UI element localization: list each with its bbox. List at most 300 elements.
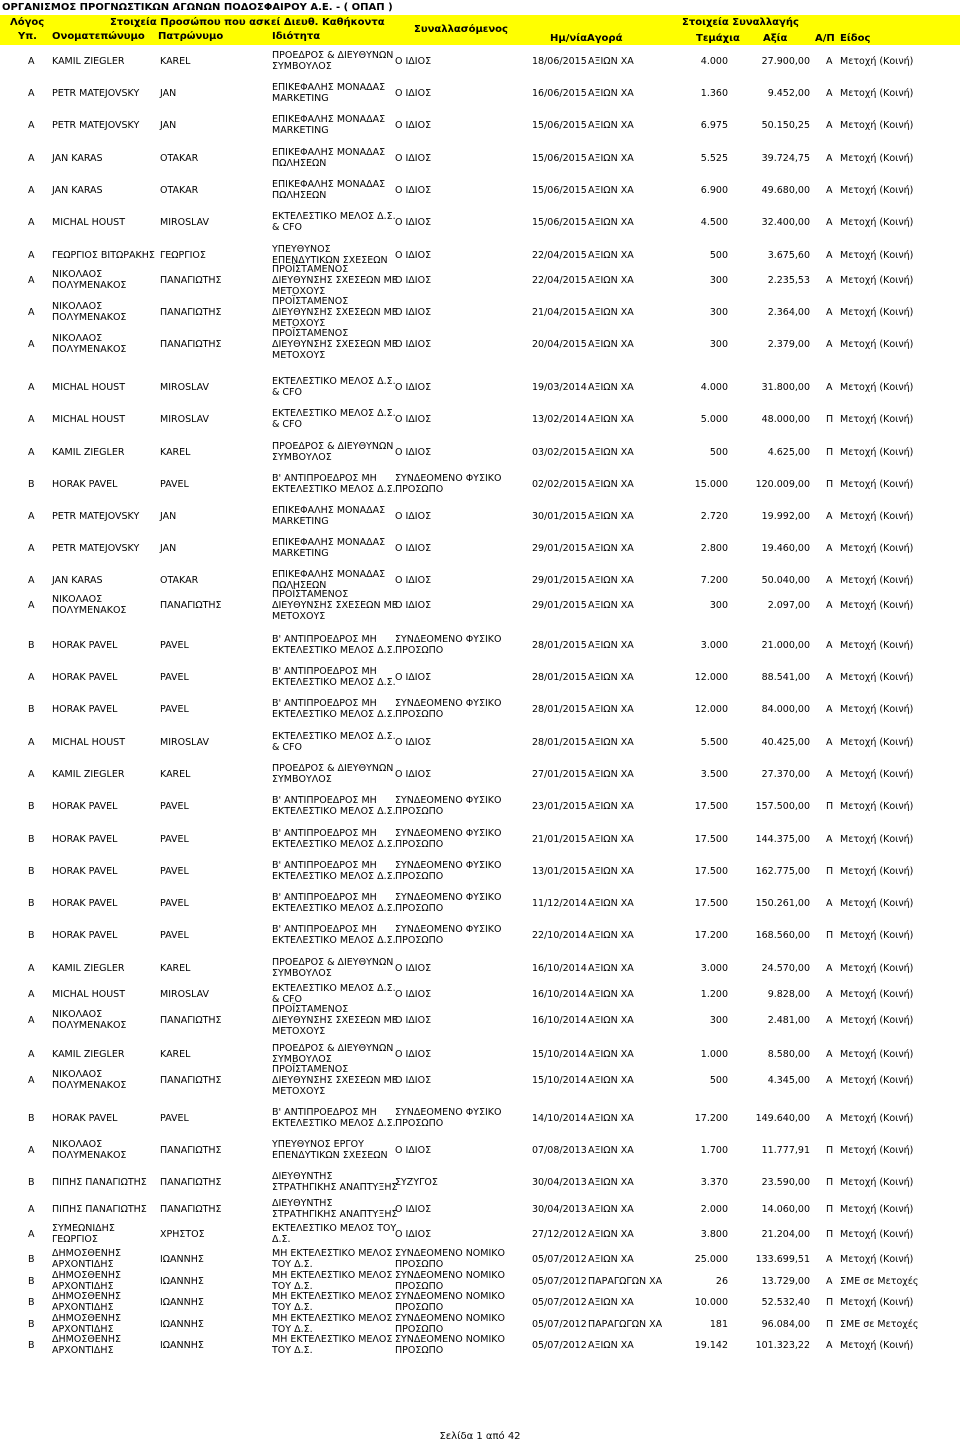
cell-market: ΠΑΡΑΓΩΓΩΝ ΧΑ [588,1318,663,1330]
cell-role: ΔΙΕΥΘΥΝΣΗΣ ΣΧΕΣΕΩΝ ΜΕ [272,274,398,286]
cell-party: ΠΡΟΣΩΠΟ [395,903,444,914]
cell-logos: B [28,1253,35,1265]
header-logos: Λόγος [10,17,45,28]
cell-role: ΕΚΤΕΛΕΣΤΙΚΟ ΜΕΛΟΣ Δ.Σ. [272,903,396,914]
cell-name: ΠΟΛΥΜΕΝΑΚΟΣ [52,605,127,616]
cell-logos: B [28,800,35,812]
header-idiotita: Ιδιότητα [272,31,321,42]
cell-value: 84.000,00 [761,703,810,715]
cell-logos: A [28,119,35,131]
cell-ap: Α [826,833,833,845]
cell-role: ΤΟΥ Δ.Σ. [272,1259,313,1270]
cell-market: ΑΞΙΩΝ ΧΑ [588,1144,634,1156]
cell-value: 149.640,00 [755,1112,810,1124]
cell-market: ΑΞΙΩΝ ΧΑ [588,55,634,67]
cell-logos: A [28,446,35,458]
cell-logos: A [28,599,35,611]
cell-name: ΝΙΚΟΛΑΟΣ [52,333,103,344]
cell-role: ΠΡΟΕΔΡΟΣ & ΔΙΕΥΘΥΝΩΝ [272,50,394,61]
cell-name: HORAK PAVEL [52,897,118,909]
cell-name: JAN KARAS [52,574,103,586]
cell-father: ΧΡΗΣΤΟΣ [160,1228,205,1240]
cell-role: Β' ΑΝΤΙΠΡΟΕΔΡΟΣ ΜΗ [272,795,377,806]
cell-party: Ο ΙΔΙΟΣ [395,274,432,286]
cell-party: Ο ΙΔΙΟΣ [395,1014,432,1026]
cell-value: 52.532,40 [761,1296,810,1308]
cell-market: ΑΞΙΩΝ ΧΑ [588,249,634,261]
cell-ap: Π [826,413,834,425]
cell-market: ΑΞΙΩΝ ΧΑ [588,306,634,318]
cell-name: ΑΡΧΟΝΤΙΔΗΣ [52,1281,114,1292]
cell-father: KAREL [160,446,191,458]
cell-date: 15/06/2015 [532,216,587,228]
cell-ap: Α [826,1275,833,1287]
cell-market: ΑΞΙΩΝ ΧΑ [588,510,634,522]
cell-kind: Μετοχή (Κοινή) [840,833,914,845]
cell-name: ΠΟΛΥΜΕΝΑΚΟΣ [52,1080,127,1091]
cell-qty: 26 [715,1275,728,1287]
cell-role: ΕΚΤΕΛΕΣΤΙΚΟ ΜΕΛΟΣ Δ.Σ. [272,709,396,720]
cell-market: ΑΞΙΩΝ ΧΑ [588,413,634,425]
cell-value: 2.481,00 [767,1014,810,1026]
cell-name: ΝΙΚΟΛΑΟΣ [52,594,103,605]
cell-logos: A [28,413,35,425]
cell-father: PAVEL [160,1112,189,1124]
cell-father: MIROSLAV [160,216,210,228]
cell-market: ΑΞΙΩΝ ΧΑ [588,1296,634,1308]
cell-role: ΕΚΤΕΛΕΣΤΙΚΟ ΜΕΛΟΣ Δ.Σ. [272,935,396,946]
cell-name: ΔΗΜΟΣΘΕΝΗΣ [52,1270,122,1281]
cell-name: ΑΡΧΟΝΤΙΔΗΣ [52,1345,114,1356]
cell-market: ΑΞΙΩΝ ΧΑ [588,768,634,780]
cell-market: ΑΞΙΩΝ ΧΑ [588,216,634,228]
cell-role: Β' ΑΝΤΙΠΡΟΕΔΡΟΣ ΜΗ [272,860,377,871]
cell-party: Ο ΙΔΙΟΣ [395,1048,432,1060]
cell-role: MARKETING [272,125,329,136]
cell-father: MIROSLAV [160,381,210,393]
cell-market: ΑΞΙΩΝ ΧΑ [588,865,634,877]
cell-date: 27/01/2015 [532,768,587,780]
cell-party: Ο ΙΔΙΟΣ [395,542,432,554]
cell-party: Ο ΙΔΙΟΣ [395,306,432,318]
cell-party: Ο ΙΔΙΟΣ [395,671,432,683]
cell-party: ΣΥΝΔΕΟΜΕΝΟ ΦΥΣΙΚΟ [395,892,502,903]
cell-market: ΑΞΙΩΝ ΧΑ [588,1176,634,1188]
cell-date: 21/01/2015 [532,833,587,845]
cell-ap: Π [826,1176,834,1188]
cell-qty: 500 [709,1074,728,1086]
cell-name: JAN KARAS [52,152,103,164]
cell-father: ΙΩΑΝΝΗΣ [160,1253,204,1265]
cell-ap: Α [826,510,833,522]
cell-market: ΑΞΙΩΝ ΧΑ [588,478,634,490]
cell-kind: Μετοχή (Κοινή) [840,152,914,164]
cell-date: 28/01/2015 [532,639,587,651]
cell-date: 20/04/2015 [532,338,587,350]
cell-logos: B [28,639,35,651]
cell-kind: Μετοχή (Κοινή) [840,599,914,611]
cell-role: ΕΠΙΚΕΦΑΛΗΣ ΜΟΝΑΔΑΣ [272,114,386,125]
cell-ap: Α [826,897,833,909]
cell-qty: 25.000 [694,1253,728,1265]
cell-role: ΜΕΤΟΧΟΥΣ [272,349,326,361]
cell-name: PETR MATEJOVSKY [52,119,140,131]
cell-logos: B [28,897,35,909]
cell-party: ΣΥΝΔΕΟΜΕΝΟ ΦΥΣΙΚΟ [395,473,502,484]
cell-qty: 5.525 [700,152,728,164]
cell-party: Ο ΙΔΙΟΣ [395,510,432,522]
cell-party: ΠΡΟΣΩΠΟ [395,1118,444,1129]
cell-date: 21/04/2015 [532,306,587,318]
cell-name: ΣΥΜΕΩΝΙΔΗΣ [52,1223,115,1234]
cell-market: ΑΞΙΩΝ ΧΑ [588,1112,634,1124]
cell-party: ΠΡΟΣΩΠΟ [395,935,444,946]
cell-value: 2.379,00 [767,338,810,350]
cell-value: 144.375,00 [755,833,810,845]
cell-name: HORAK PAVEL [52,833,118,845]
cell-ap: Α [826,639,833,651]
cell-name: ΠΙΠΗΣ ΠΑΝΑΓΙΩΤΗΣ [52,1176,147,1188]
cell-logos: A [28,274,35,286]
cell-father: OTAKAR [160,574,199,586]
cell-role: ΣΤΡΑΤΗΓΙΚΗΣ ΑΝΑΠΤΥΞΗΣ [272,1182,398,1193]
cell-market: ΑΞΙΩΝ ΧΑ [588,152,634,164]
cell-logos: A [28,381,35,393]
cell-role: Β' ΑΝΤΙΠΡΟΕΔΡΟΣ ΜΗ [272,828,377,839]
cell-party: Ο ΙΔΙΟΣ [395,962,432,974]
cell-role: ΥΠΕΥΘΥΝΟΣ [272,244,331,255]
cell-role: ΜΕΤΟΧΟΥΣ [272,317,326,329]
cell-father: PAVEL [160,897,189,909]
cell-role: MARKETING [272,93,329,104]
cell-role: ΠΡΟΪΣΤΑΜΕΝΟΣ [272,1063,349,1075]
cell-logos: A [28,1228,35,1240]
cell-name: HORAK PAVEL [52,478,118,490]
cell-ap: Π [826,929,834,941]
cell-date: 03/02/2015 [532,446,587,458]
cell-role: ΔΙΕΥΘΥΝΣΗΣ ΣΧΕΣΕΩΝ ΜΕ [272,338,398,350]
cell-father: ΠΑΝΑΓΙΩΤΗΣ [160,1203,222,1215]
cell-name: ΝΙΚΟΛΑΟΣ [52,301,103,312]
cell-kind: Μετοχή (Κοινή) [840,671,914,683]
cell-qty: 4.500 [700,216,728,228]
cell-name: ΑΡΧΟΝΤΙΔΗΣ [52,1324,114,1335]
cell-name: PETR MATEJOVSKY [52,87,140,99]
cell-date: 07/08/2013 [532,1144,587,1156]
cell-name: MICHAL HOUST [52,736,125,748]
cell-party: ΣΥΝΔΕΟΜΕΝΟ ΦΥΣΙΚΟ [395,634,502,645]
cell-value: 120.009,00 [755,478,810,490]
cell-ap: Α [826,87,833,99]
cell-date: 13/02/2014 [532,413,587,425]
cell-qty: 500 [709,446,728,458]
cell-market: ΑΞΙΩΝ ΧΑ [588,962,634,974]
cell-kind: Μετοχή (Κοινή) [840,87,914,99]
cell-ap: Π [826,800,834,812]
cell-date: 28/01/2015 [532,671,587,683]
cell-role: ΣΥΜΒΟΥΛΟΣ [272,968,332,979]
cell-date: 11/12/2014 [532,897,587,909]
cell-qty: 12.000 [694,671,728,683]
cell-ap: Π [826,446,834,458]
cell-role: Β' ΑΝΤΙΠΡΟΕΔΡΟΣ ΜΗ [272,1107,377,1118]
cell-role: ΕΠΕΝΔΥΤΙΚΩΝ ΣΧΕΣΕΩΝ [272,255,388,266]
cell-role: ΕΠΕΝΔΥΤΙΚΩΝ ΣΧΕΣΕΩΝ [272,1150,388,1161]
cell-ap: Α [826,119,833,131]
header-synallassomenos: Συναλλασόμενος [414,24,508,35]
cell-party: ΣΥΝΔΕΟΜΕΝΟ ΦΥΣΙΚΟ [395,828,502,839]
cell-name: PETR MATEJOVSKY [52,542,140,554]
cell-role: ΤΟΥ Δ.Σ. [272,1281,313,1292]
cell-date: 05/07/2012 [532,1275,587,1287]
cell-market: ΑΞΙΩΝ ΧΑ [588,988,634,1000]
cell-ap: Α [826,988,833,1000]
cell-kind: Μετοχή (Κοινή) [840,413,914,425]
cell-role: ΠΩΛΗΣΕΩΝ [272,158,327,169]
cell-party: ΠΡΟΣΩΠΟ [395,871,444,882]
cell-kind: Μετοχή (Κοινή) [840,478,914,490]
cell-ap: Α [826,599,833,611]
cell-qty: 2.000 [700,1203,728,1215]
cell-logos: A [28,184,35,196]
cell-party: Ο ΙΔΙΟΣ [395,446,432,458]
cell-qty: 181 [709,1318,728,1330]
cell-kind: Μετοχή (Κοινή) [840,768,914,780]
cell-role: ΕΚΤΕΛΕΣΤΙΚΟ ΜΕΛΟΣ Δ.Σ. [272,731,396,742]
cell-date: 15/06/2015 [532,184,587,196]
cell-father: ΙΩΑΝΝΗΣ [160,1275,204,1287]
cell-value: 3.675,60 [767,249,810,261]
header-agora: Αγορά [587,33,623,44]
cell-party: ΠΡΟΣΩΠΟ [395,1302,444,1313]
cell-party: ΣΥΝΔΕΟΜΕΝΟ ΝΟΜΙΚΟ [395,1270,505,1281]
cell-role: ΕΚΤΕΛΕΣΤΙΚΟ ΜΕΛΟΣ Δ.Σ. [272,484,396,495]
cell-name: KAMIL ZIEGLER [52,55,125,67]
cell-qty: 12.000 [694,703,728,715]
cell-father: KAREL [160,768,191,780]
cell-father: ΠΑΝΑΓΙΩΤΗΣ [160,1074,222,1086]
cell-ap: Α [826,381,833,393]
cell-logos: A [28,152,35,164]
cell-name: ΝΙΚΟΛΑΟΣ [52,1009,103,1020]
cell-kind: Μετοχή (Κοινή) [840,1296,914,1308]
cell-market: ΑΞΙΩΝ ΧΑ [588,87,634,99]
cell-father: ΠΑΝΑΓΙΩΤΗΣ [160,338,222,350]
cell-qty: 3.500 [700,768,728,780]
cell-market: ΑΞΙΩΝ ΧΑ [588,1048,634,1060]
cell-name: HORAK PAVEL [52,800,118,812]
cell-kind: Μετοχή (Κοινή) [840,929,914,941]
cell-date: 15/06/2015 [532,152,587,164]
cell-name: KAMIL ZIEGLER [52,962,125,974]
cell-qty: 1.200 [700,988,728,1000]
cell-logos: B [28,1112,35,1124]
cell-qty: 300 [709,599,728,611]
cell-name: HORAK PAVEL [52,929,118,941]
cell-role: ΕΚΤΕΛΕΣΤΙΚΟ ΜΕΛΟΣ Δ.Σ. [272,376,396,387]
cell-party: Ο ΙΔΙΟΣ [395,413,432,425]
cell-value: 23.590,00 [761,1176,810,1188]
cell-name: ΠΟΛΥΜΕΝΑΚΟΣ [52,344,127,355]
cell-father: ΓΕΩΡΓΙΟΣ [160,249,206,261]
cell-party: Ο ΙΔΙΟΣ [395,736,432,748]
cell-name: HORAK PAVEL [52,865,118,877]
cell-date: 16/10/2014 [532,962,587,974]
cell-qty: 1.700 [700,1144,728,1156]
cell-kind: Μετοχή (Κοινή) [840,800,914,812]
cell-value: 48.000,00 [761,413,810,425]
cell-name: MICHAL HOUST [52,381,125,393]
cell-date: 14/10/2014 [532,1112,587,1124]
cell-value: 157.500,00 [755,800,810,812]
cell-party: Ο ΙΔΙΟΣ [395,988,432,1000]
cell-ap: Α [826,736,833,748]
cell-logos: B [28,1296,35,1308]
cell-kind: Μετοχή (Κοινή) [840,1339,914,1351]
cell-kind: Μετοχή (Κοινή) [840,510,914,522]
cell-logos: A [28,1074,35,1086]
cell-qty: 3.370 [700,1176,728,1188]
cell-market: ΑΞΙΩΝ ΧΑ [588,381,634,393]
cell-father: PAVEL [160,800,189,812]
cell-father: PAVEL [160,929,189,941]
cell-role: ΕΠΙΚΕΦΑΛΗΣ ΜΟΝΑΔΑΣ [272,537,386,548]
cell-value: 19.992,00 [761,510,810,522]
cell-role: ΠΡΟΪΣΤΑΜΕΝΟΣ [272,327,349,339]
cell-party: ΠΡΟΣΩΠΟ [395,484,444,495]
cell-logos: A [28,55,35,67]
cell-party: ΣΥΝΔΕΟΜΕΝΟ ΦΥΣΙΚΟ [395,795,502,806]
cell-party: ΣΥΝΔΕΟΜΕΝΟ ΦΥΣΙΚΟ [395,1107,502,1118]
cell-ap: Α [826,1048,833,1060]
cell-kind: Μετοχή (Κοινή) [840,639,914,651]
cell-party: Ο ΙΔΙΟΣ [395,216,432,228]
cell-market: ΑΞΙΩΝ ΧΑ [588,639,634,651]
cell-father: ΠΑΝΑΓΙΩΤΗΣ [160,599,222,611]
cell-market: ΑΞΙΩΝ ΧΑ [588,703,634,715]
cell-party: ΣΥΝΔΕΟΜΕΝΟ ΦΥΣΙΚΟ [395,698,502,709]
cell-father: MIROSLAV [160,988,210,1000]
cell-role: Β' ΑΝΤΙΠΡΟΕΔΡΟΣ ΜΗ [272,666,377,677]
cell-logos: A [28,736,35,748]
document-title: ΟΡΓΑΝΙΣΜΟΣ ΠΡΟΓΝΩΣΤΙΚΩΝ ΑΓΩΝΩΝ ΠΟΔΟΣΦΑΙΡΟΥ Α.Ε. - ( ΟΠΑΠ ) [2,2,393,13]
cell-value: 49.680,00 [761,184,810,196]
cell-role: ΠΩΛΗΣΕΩΝ [272,580,327,591]
cell-role: ΕΚΤΕΛΕΣΤΙΚΟ ΜΕΛΟΣ Δ.Σ. [272,983,396,994]
cell-value: 21.000,00 [761,639,810,651]
cell-father: JAN [160,87,177,99]
cell-logos: A [28,216,35,228]
header-aksia: Αξία [763,33,788,44]
cell-role: Β' ΑΝΤΙΠΡΟΕΔΡΟΣ ΜΗ [272,473,377,484]
header-stoixeia-synallagis: Στοιχεία Συναλλαγής [682,17,799,28]
cell-market: ΑΞΙΩΝ ΧΑ [588,1228,634,1240]
cell-father: ΠΑΝΑΓΙΩΤΗΣ [160,1144,222,1156]
cell-role: & CFO [272,994,303,1005]
cell-party: Ο ΙΔΙΟΣ [395,87,432,99]
cell-market: ΑΞΙΩΝ ΧΑ [588,119,634,131]
cell-market: ΑΞΙΩΝ ΧΑ [588,1339,634,1351]
cell-qty: 17.200 [694,929,728,941]
cell-party: ΠΡΟΣΩΠΟ [395,709,444,720]
cell-role: ΣΥΜΒΟΥΛΟΣ [272,1054,332,1065]
cell-role: Β' ΑΝΤΙΠΡΟΕΔΡΟΣ ΜΗ [272,634,377,645]
cell-party: ΠΡΟΣΩΠΟ [395,1345,444,1356]
cell-role: ΕΚΤΕΛΕΣΤΙΚΟ ΜΕΛΟΣ Δ.Σ. [272,408,396,419]
cell-father: ΙΩΑΝΝΗΣ [160,1318,204,1330]
cell-ap: Α [826,1253,833,1265]
cell-kind: Μετοχή (Κοινή) [840,962,914,974]
cell-market: ΑΞΙΩΝ ΧΑ [588,929,634,941]
cell-party: Ο ΙΔΙΟΣ [395,249,432,261]
cell-role: ΤΟΥ Δ.Σ. [272,1302,313,1313]
cell-logos: B [28,929,35,941]
cell-date: 05/07/2012 [532,1253,587,1265]
cell-role: ΜΗ ΕΚΤΕΛΕΣΤΙΚΟ ΜΕΛΟΣ [272,1334,393,1345]
cell-role: ΜΕΤΟΧΟΥΣ [272,285,326,297]
cell-role: ΠΡΟΕΔΡΟΣ & ΔΙΕΥΘΥΝΩΝ [272,957,394,968]
cell-qty: 17.500 [694,800,728,812]
cell-role: ΕΚΤΕΛΕΣΤΙΚΟ ΜΕΛΟΣ Δ.Σ. [272,645,396,656]
cell-logos: A [28,306,35,318]
cell-ap: Α [826,542,833,554]
cell-father: ΙΩΑΝΝΗΣ [160,1339,204,1351]
cell-kind: Μετοχή (Κοινή) [840,865,914,877]
cell-logos: A [28,1144,35,1156]
cell-value: 14.060,00 [761,1203,810,1215]
cell-logos: A [28,1203,35,1215]
cell-qty: 17.500 [694,865,728,877]
cell-kind: ΣΜΕ σε Μετοχές [840,1275,919,1287]
cell-role: ΠΡΟΪΣΤΑΜΕΝΟΣ [272,588,349,600]
cell-role: ΕΠΙΚΕΦΑΛΗΣ ΜΟΝΑΔΑΣ [272,569,386,580]
cell-name: ΔΗΜΟΣΘΕΝΗΣ [52,1313,122,1324]
cell-date: 27/12/2012 [532,1228,587,1240]
cell-role: ΕΚΤΕΛΕΣΤΙΚΟ ΜΕΛΟΣ Δ.Σ. [272,1118,396,1129]
cell-kind: Μετοχή (Κοινή) [840,1014,914,1026]
cell-name: MICHAL HOUST [52,988,125,1000]
cell-logos: A [28,671,35,683]
cell-value: 133.699,51 [755,1253,810,1265]
cell-date: 22/04/2015 [532,274,587,286]
cell-role: ΠΡΟΕΔΡΟΣ & ΔΙΕΥΘΥΝΩΝ [272,1043,394,1054]
cell-ap: Α [826,1112,833,1124]
cell-market: ΑΞΙΩΝ ΧΑ [588,800,634,812]
cell-role: ΕΚΤΕΛΕΣΤΙΚΟ ΜΕΛΟΣ Δ.Σ. [272,839,396,850]
cell-father: OTAKAR [160,152,199,164]
cell-father: PAVEL [160,833,189,845]
cell-kind: Μετοχή (Κοινή) [840,542,914,554]
cell-value: 11.777,91 [761,1144,810,1156]
cell-date: 18/06/2015 [532,55,587,67]
cell-date: 05/07/2012 [532,1318,587,1330]
cell-role: ΣΤΡΑΤΗΓΙΚΗΣ ΑΝΑΠΤΥΞΗΣ [272,1209,398,1220]
cell-party: Ο ΙΔΙΟΣ [395,1144,432,1156]
cell-qty: 17.500 [694,897,728,909]
cell-ap: Π [826,478,834,490]
cell-kind: Μετοχή (Κοινή) [840,1176,914,1188]
cell-value: 21.204,00 [761,1228,810,1240]
cell-value: 50.150,25 [761,119,810,131]
cell-party: Ο ΙΔΙΟΣ [395,119,432,131]
cell-role: ΔΙΕΥΘΥΝΣΗΣ ΣΧΕΣΕΩΝ ΜΕ [272,599,398,611]
cell-role: ΜΗ ΕΚΤΕΛΕΣΤΙΚΟ ΜΕΛΟΣ [272,1291,393,1302]
cell-role: ΠΡΟΕΔΡΟΣ & ΔΙΕΥΘΥΝΩΝ [272,441,394,452]
cell-role: ΕΚΤΕΛΕΣΤΙΚΟ ΜΕΛΟΣ Δ.Σ. [272,806,396,817]
cell-name: JAN KARAS [52,184,103,196]
cell-value: 162.775,00 [755,865,810,877]
cell-kind: Μετοχή (Κοινή) [840,274,914,286]
